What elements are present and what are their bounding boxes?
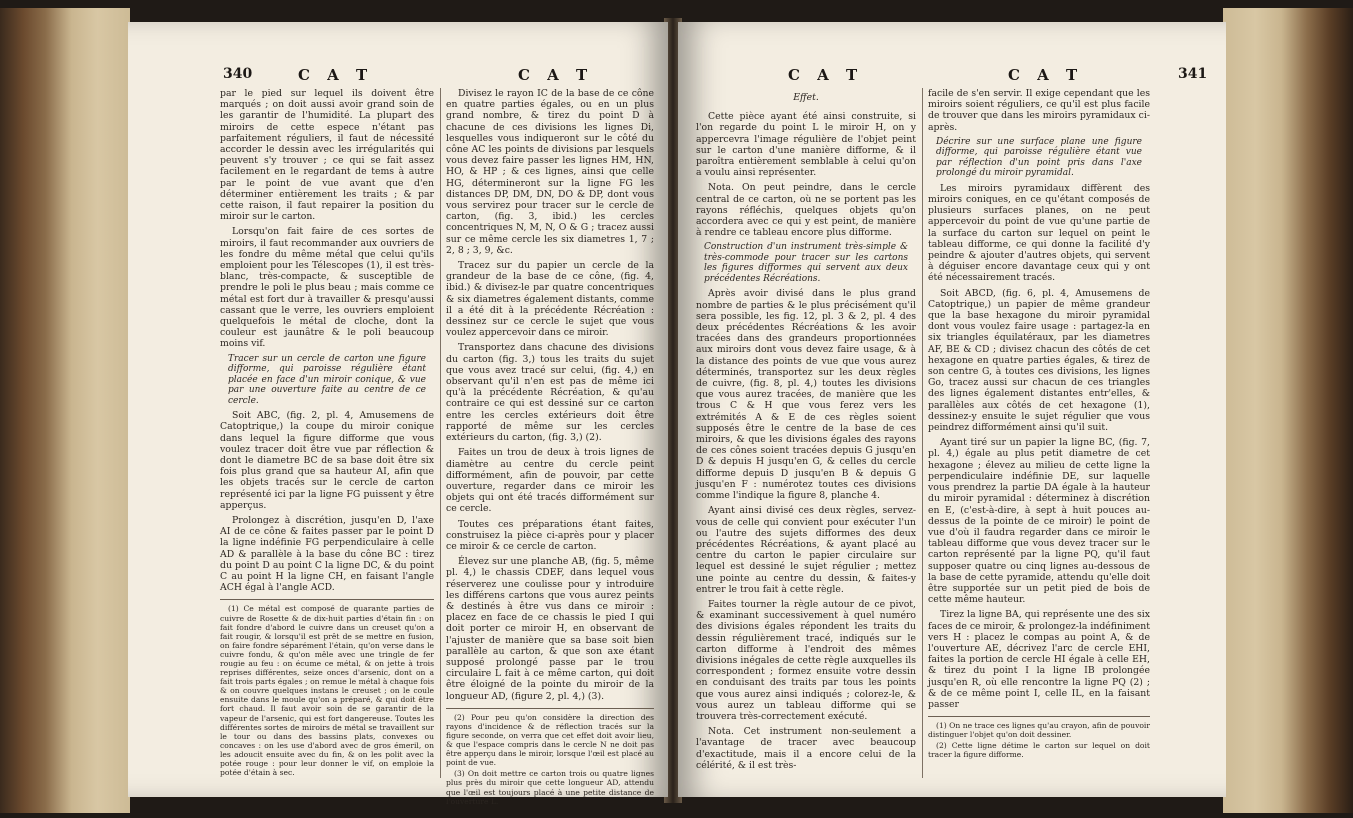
left-page-column-2 [446,88,654,806]
column-rule [440,88,441,778]
footnote-text: (2) Pour peu qu'on considère la direction des rayons d'incidence & de réflection tracés sur la figure seconde, on verra que cet effet doit avoir lieu, & que l'espace compris dans le cercle N ne doit pas être apperçu dans le miroir, lorsque l'œil est placé au point de vue. [446,712,654,768]
running-head-left-col1: C A T [298,66,374,84]
paragraph: Faites un trou de deux à trois lignes de diamètre au centre du cercle peint difformément, afin de pouvoir, par cette ouverture, regarder dans ce miroir les objets qui ont été tracés difformément sur ce cercle. [446,447,654,515]
paragraph: Élevez sur une planche AB, (fig. 5, même pl. 4,) le chassis CDEF, dans lequel vous réserverez une coulisse pour y introduire les différens cartons que vous aurez peints & destinés à être vus dans ce miroir : placez en face de ce chassis le pied I qui doit porter ce miroir H, en observant de l'ajuster de manière que sa base soit bien parallèle au carton, & que son axe étant supposé prolongé passe par le trou circulaire L fait à ce même carton, qui doit être éloigné de la pointe du miroir de la longueur AD, (figure 2, pl. 4,) (3). [446,556,654,702]
paragraph: Les miroirs pyramidaux diffèrent des miroirs coniques, en ce qu'étant composés de plusieurs surfaces planes, on ne peut appercevoir du point de vue qu'une partie de la surface du carton sur lequel on peint le tableau difforme, ce qui donne la facilité d'y peindre & ajouter d'autres objets, qui servent à déguiser encore davantage ceux qui y ont été nécessairement tracés. [928,182,1150,284]
footnote-text: (2) Cette ligne détime le carton sur lequel on doit tracer la figure difforme. [928,741,1150,760]
left-page [128,22,668,806]
right-page-column-2 [928,88,1150,778]
paragraph: Divisez le rayon IC de la base de ce cône en quatre parties égales, ou en un plus grand nombre, & tirez du point D à chacune de ces divisions les lignes Di, lesquelles vous indiqueront sur le côté du cône AC les points de divisions par lesquels vous devez faire passer les lignes HM, HN, HO, & HP ; & ces lignes, ainsi que celle HG, détermineront sur la ligne FG les distances DP, DM, DN, DO & DP, dont vous vous servirez pour tracer sur le cercle de carton, (fig. 3, ibid.) les cercles concentriques N, M, N, O & G ; tracez aussi sur ce même cercle les six diametres 1, 7 ; 2, 8 ; 3, 9, &c. [446,88,654,256]
running-head-left-col2: C A T [518,66,594,84]
paragraph: Nota. On peut peindre, dans le cercle central de ce carton, où ne se portent pas les rayons réfléchis, quelques objets qu'on accordera avec ce qui y est peint, de manière à rendre ce tableau encore plus difforme. [696,182,916,239]
paragraph: facile de s'en servir. Il exige cependant que les miroirs soient réguliers, ce qu'il est plus facile de trouver que dans les miroirs pyramidaux ci-après. [928,88,1150,133]
paragraph: Toutes ces préparations étant faites, construisez la pièce ci-après pour y placer ce miroir & ce cercle de carton. [446,518,654,552]
paragraph: Tirez la ligne BA, qui représente une des six faces de ce miroir, & prolongez-la indéfiniment vers H : placez le compas au point A, & de l'ouverture AE, décrivez l'arc de cercle EHI, faites la portion de cercle HI égale à celle EH, & tirez du point I la ligne IB prolongée jusqu'en R, où elle rencontre la ligne PQ (2) ; & de ce même point I, celle IL, en la faisant passer [928,609,1150,710]
paragraph: Ayant tiré sur un papier la ligne BC, (fig. 7, pl. 4,) égale au plus petit diametre de cet hexagone ; élevez au milieu de cette ligne la perpendiculaire indéfinie DE, sur laquelle vous prendrez la partie DA égale à la hauteur du miroir pyramidal : déterminez à discrétion en E, (c'est-à-dire, à sept à huit pouces au-dessus de la pointe de ce miroir) le point de vue d'où il faudra regarder dans ce miroir le tableau difforme que vous devez tracer sur le carton représenté par la ligne PQ, qu'il faut supposer quatre ou cinq lignes au-dessous de la base de cette pyramide, attendu qu'elle doit être supportée sur un petit pied de bois de cette même hauteur. [928,437,1150,606]
footnote-text: (1) Ce métal est composé de quarante parties de cuivre de Rosette & de dix-huit parties d'étain fin : on fait fondre d'abord le cuivre dans un creuset qu'on a fait rougir, & lorsqu'il est prêt de se mettre en fusion, on faire fondre séparément l'étain, qu'on verse dans le cuivre fondu, & qu'on mêle avec une tringle de fer rougie au feu : on écume ce métal, & on jette à trois reprises différentes, seize onces d'arsenic, dont on a fait trois parts égales ; on remue le métal à chaque fois & on couvre quelques instans le creuset ; on le coule ensuite dans le moule qu'on a préparé, & qui doit être fort chaud. Il faut avoir soin de se garantir de la vapeur de l'arsenic, qui est fort dangereuse. Toutes les différentes sortes de miroirs de métal se travaillent sur le tour ou dans des bassins plats, convexes ou concaves : on les use d'abord avec de gros émeril, on les adoucit ensuite avec du fin, & on les polit avec la potée rouge : pour leur donner le vif, on emploie la potée d'étain à sec. [220,604,434,778]
book-edge-right [1223,8,1353,813]
running-head-right-col1: C A T [788,66,864,84]
book-edge-left [0,8,130,813]
paragraph: par le pied sur lequel ils doivent être marqués ; on doit aussi avoir grand soin de les garantir de l'humidité. La plupart des miroirs de cette espece n'étant pas parfaitement réguliers, il faut de nécessité accorder le dessin avec les irrégularités qui peuvent s'y trouver ; ce qui se fait assez facilement en le regardant de tems à autre par le point de vue avant que d'en déterminer entièrement les traits ; & par cette raison, il faut repairer la position du miroir sur le carton. [220,88,434,223]
paragraph: Soit ABCD, (fig. 6, pl. 4, Amusemens de Catoptrique,) un papier de même grandeur que la base hexagone du miroir pyramidal dont vous voulez faire usage : partagez-la en six triangles équilatéraux, par les diametres AF, BE & CD ; divisez chacun des côtés de cet hexagone en quatre parties égales, & tirez de son centre G, à toutes ces divisions, les lignes Go, tracez aussi sur chacun de ces triangles des lignes également distantes entr'elles, & parallèles aux côtés de cet hexagone (1), dessinez-y ensuite le sujet régulier que vous peindrez difformément ainsi qu'il suit. [928,287,1150,434]
section-heading: Construction d'un instrument très-simple & très-commode pour tracer sur les cartons les figures difformes qui servent aux deux précédentes Récréations. [704,242,908,284]
paragraph: Tracez sur du papier un cercle de la grandeur de la base de ce cône, (fig. 4, ibid.) & divisez-le par quatre concentriques & six diametres également distants, comme il a été dit à la précédente Récréation : dessinez sur ce cercle le sujet que vous voulez appercevoir dans ce miroir. [446,260,654,339]
paragraph: Ayant ainsi divisé ces deux règles, servez-vous de celle qui convient pour exécuter l'un ou l'autre des sujets difformes des deux précédentes Récréations, & ayant placé au centre du carton le papier circulaire sur lequel est dessiné le sujet régulier ; mettez une pointe au centre du dessin, & faites-y entrer le trou fait à cette règle. [696,505,916,595]
paragraph: Après avoir divisé dans le plus grand nombre de parties & le plus précisément qu'il sera possible, les fig. 12, pl. 3 & 2, pl. 4 des deux précédentes Récréations & les avoir tracées dans des grandeurs proportionnées aux miroirs dont vous devez faire usage, & à la distance des points de vue que vous aurez déterminés, transportez sur les deux règles de cuivre, (fig. 8, pl. 4,) toutes les divisions que vous aurez tracées, de manière que les trous C & H que vous ferez vers les extrémités A & E de ces règles soient supposés être le centre de la base de ces miroirs, & que les divisions égales des rayons de ces cônes soient tracées depuis G jusqu'en D & depuis H jusqu'en G, & celles du cercle difforme depuis D jusqu'en B & depuis G jusqu'en F : numérotez toutes ces divisions comme l'indique la figure 8, planche 4. [696,288,916,502]
paragraph: Prolongez à discrétion, jusqu'en D, l'axe AI de ce cône & faites passer par le point D la ligne indéfinie FG perpendiculaire à celle AD & parallèle à la base du cône BC : tirez du point D au point C la ligne DC, & du point C au point H la ligne CH, en faisant l'angle ACH égal à l'angle ACD. [220,515,434,594]
paragraph: Faites tourner la règle autour de ce pivot, & examinant successivement à quel numéro des divisions égales répondent les traits du dessin régulièrement tracé, indiqués sur le carton difforme à l'endroit des mêmes divisions inégales de cette règle auxquelles ils correspondent ; formez ensuite votre dessin en conduisant des traits par tous les points que vous aurez ainsi indiqués ; colorez-le, & vous aurez un tableau difforme qui se trouvera très-correctement exécuté. [696,598,916,722]
page-number-right: 341 [1178,66,1208,82]
section-heading: Décrire sur une surface plane une figure difforme, qui paroisse régulière étant vue par réflection d'un point pris dans l'axe prolongé du miroir pyramidal. [936,136,1142,179]
footnote [928,716,1150,759]
right-page [678,22,1226,797]
paragraph: Lorsqu'on fait faire de ces sortes de miroirs, il faut recommander aux ouvriers de les fondre du même métal que celui qu'ils emploient pour les Télescopes (1), il est très-blanc, très-compacte, & susceptible de prendre le poli le plus beau ; mais comme ce métal est fort dur à travailler & presqu'aussi cassant que le verre, les ouvriers emploient quelquefois le métal de cloche, dont la couleur est jaunâtre & le poli beaucoup moins vif. [220,226,434,350]
running-head-right-col2: C A T [1008,66,1084,84]
section-heading: Tracer sur un cercle de carton une figure difforme, qui paroisse régulière étant placée en face d'un miroir conique, & vue par une ouverture faite au centre de ce cercle. [228,353,426,406]
paragraph: Soit ABC, (fig. 2, pl. 4, Amusemens de Catoptrique,) la coupe du miroir conique dans lequel la figure difforme que vous voulez tracer doit être vue par réflection & dont le diametre BC de sa base doit être six fois plus grand que sa hauteur AI, afin que les objets tracés sur le cercle de carton représenté ici par la ligne FG puissent y être apperçus. [220,410,434,511]
paragraph: Nota. Cet instrument non-seulement a l'avantage de tracer avec beaucoup d'exactitude, mais il a encore celui de la célérité, & il est très- [696,726,916,771]
footnote-text: (1) On ne trace ces lignes qu'au crayon, afin de pouvoir distinguer l'objet qu'on doit dessiner. [928,721,1150,740]
footnote [446,708,654,806]
column-rule [922,88,923,778]
footnote [220,599,434,777]
section-subheading: Effet. [793,92,819,103]
paragraph: Transportez dans chacune des divisions du carton (fig. 3,) tous les traits du sujet que vous avez tracé sur celui, (fig. 4,) en observant qu'il n'en est pas de même ici qu'à la précédente Récréation, & qu'au contraire ce qui est dessiné sur ce carton entre les cercles extérieurs doit être rapporté de même sur les cercles extérieurs du carton, (fig. 3,) (2). [446,342,654,444]
paragraph: Cette pièce ayant été ainsi construite, si l'on regarde du point L le miroir H, on y appercevra l'image régulière de l'objet peint sur le carton d'une manière difforme, & il paroîtra entièrement semblable à celui qu'on a voulu ainsi représenter. [696,111,916,179]
footnote-text: (3) On doit mettre ce carton trois ou quatre lignes plus près du miroir que cette longueur AD, attendu que l'œil est toujours placé à une petite distance de l'ouverture L. [446,769,654,806]
left-page-column-1 [220,88,434,778]
right-page-column-1 [696,88,916,778]
page-number-left: 340 [223,66,253,82]
